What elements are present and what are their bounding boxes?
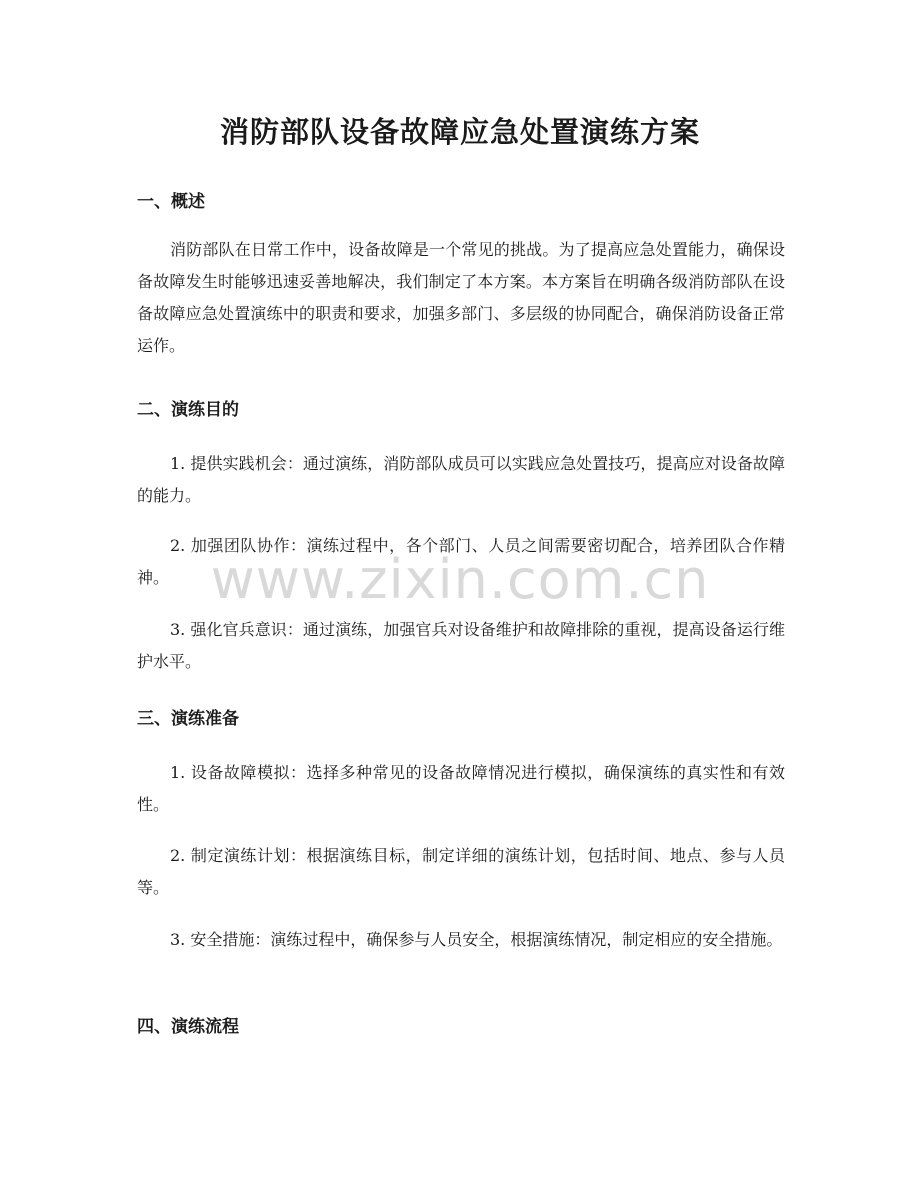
paragraph-purpose-1: 1. 提供实践机会：通过演练，消防部队成员可以实践应急处置技巧，提高应对设备故障的能力。 xyxy=(137,454,785,505)
paragraph-preparation-1: 1. 设备故障模拟：选择多种常见的设备故障情况进行模拟，确保演练的真实性和有效性。 xyxy=(137,763,785,814)
paragraph-overview: 消防部队在日常工作中，设备故障是一个常见的挑战。为了提高应急处置能力，确保设备故障发生时能够迅速妥善地解决，我们制定了本方案。本方案旨在明确各级消防部队在设备故障应急处置演练中的职责和要求，加强多部门、多层级的协同配合，确保消防设备正常运作。 xyxy=(137,240,785,355)
section-heading-preparation: 三、演练准备 xyxy=(137,709,239,729)
section-heading-overview: 一、概述 xyxy=(137,192,205,212)
paragraph-purpose-2: 2. 加强团队协作：演练过程中，各个部门、人员之间需要密切配合，培养团队合作精神。 xyxy=(137,536,785,587)
paragraph-purpose-3: 3. 强化官兵意识：通过演练，加强官兵对设备维护和故障排除的重视，提高设备运行维护水平。 xyxy=(137,620,785,671)
document-title: 消防部队设备故障应急处置演练方案 xyxy=(219,115,700,149)
paragraph-preparation-3: 3. 安全措施：演练过程中，确保参与人员安全，根据演练情况，制定相应的安全措施。 xyxy=(170,930,783,949)
paragraph-preparation-2: 2. 制定演练计划：根据演练目标，制定详细的演练计划，包括时间、地点、参与人员等。 xyxy=(137,846,785,897)
section-heading-purpose: 二、演练目的 xyxy=(137,400,239,420)
watermark-text: www.zixin.com.cn xyxy=(210,548,710,611)
section-heading-process: 四、演练流程 xyxy=(137,1017,239,1037)
